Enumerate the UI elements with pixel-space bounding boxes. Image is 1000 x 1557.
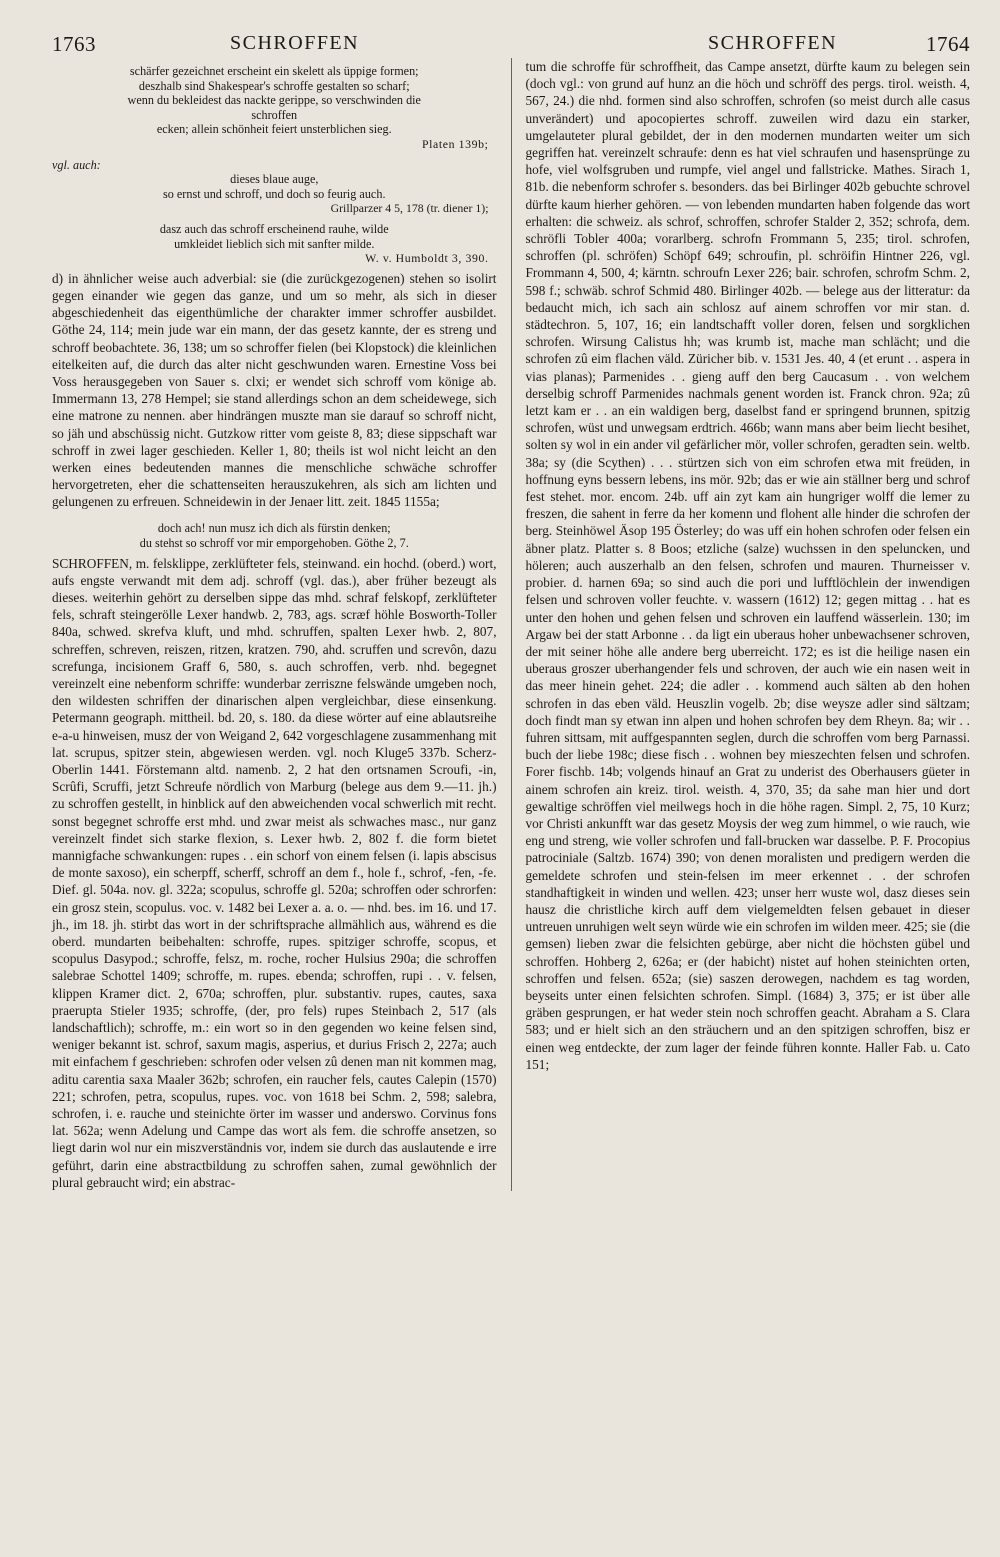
- verse-line: ecken; allein schönheit feiert unsterblichen sieg.: [156, 122, 392, 137]
- quote-intro: vgl. auch:: [52, 157, 101, 172]
- entry-continuation: tum die schroffe für schroffheit, das Campe ansetzt, dürfte kaum zu belegen sein (doch vgl.: von grund auf hunz an die höch und schröff des pergs. tirol. weisth. 4, 567, 24.) die nhd. formen sind also schroffen, schrofen (so meist durch alle casus unverändert) und apocopiertes schroff. zuweilen wird dazu ein starker, umgelauteter plural gebildet, der in den modernen mundarten weiter um sich gegriffen hat. vereinzelt schraufe: denn es hat viel schraufen und hasensprünge zu hofe, viel wolfsgruben und rumpfe, viel angel und fallstricke. Mathes. Sirach 1, 81b. die nebenform schrofer s. besonders. das bei Birlinger 402b gebuchte schrovel dürfte kaum hierher gehören. — von lebenden mundarten haben folgende das wort erhalten: die schweiz. als schrof, schroffen, schrofer Stalder 2, 352; schrofa, dem. schröfli Tobler 400a; vorarlberg. schrofn Frommann 5, 235; tirol. schrofen, schroffen (pl. schröfen) Schöpf 649; schroufin, pl. schröifin Hintner 226, vgl. Frommann 4, 500, 4; kärntn. schroufn Lexer 226; bair. schrofen, schrofm Schm. 2, 598 f.; schwäb. schrof Schmid 480. Birlinger 402b. — belege aus der litteratur: da bedaucht mich, ich sach ain schlosz auf ainem schroffen vor mir stan. d. städtechron. 5, 107, 16; ein landtschafft voller doren, felsen und sorgklichen schrofen. Wirsung Calistus hh; was krumb ist, mache man schlächt; und die schrofen zû eim flachen väld. Züricher bib. v. 1531 Jes. 40, 4 (et erunt . . aspera in vias planas); Parmenides . . gieng auff den berg Caucasum . . von welchem derselbig schroff Parmenides nachmals genent worden ist. Franck chron. 92a; zû letzt kam er . . an ein waldigen berg, daselbst fand er springend brunnen, spitzig schrofen, wüst und unwegsam erdtrich. 466b; wann mans aber beim liecht besihet, solten sy wol in ein ander vil gefärlicher mör, voller schrofen, geradten sein. weltb. 38a; sy (die Scythen) . . . stürtzen sich von eim schrofen etwa mit freüden, in hoffnung eyns bessern lebens, ins mör. 92b; das er wie ain ställner berg und schrof fest stehet. mor. encom. 24b. uff ain zyt kam ain hungriger wolff die lemer zu freszen, die sahent in ferre da her komenn und flohent alle hinder die schrofen der berg. Steinhöwel Äsop 195 Österley; do was uff ein hohen schrofen oder felsen ein äbner platz. Platter s. 8 Boos; etzliche (salze) wuchssen in den speluncken, und höleren; auch auszerhalb an den felsen, schrofen und mauren. Thurneisser v. probier. d. harnen 69a; so sind auch die pori und lufftlöchlein der inwendigen felsen und schroven voller feuchte. v. wassern (1612) 12; gegen mittag . . hat es unter den hohen und gehen felsen und schroven ein lauffend wässerlein. 130; im Argaw bei der statt Arbonne . . da ligt ein uberaus hoher unbewachsener schroven, der mit seiner höhe alle andere berg uberreicht. 172; es ist die heilige nasen ein uberaus groszer uberhangender fels und schroven, der auch wie ein nasen weit in das meer hinein gehet. 224; die adler . . kommend auch sälten ab den hohen schrofen in das eben väld. Heuszlin vogelb. 2b; dise weysze adler sind sältzam; doch findt man sy etwan inn alpen und hohen schrofen bey dem Rheyn. 8a; wir . . fuhren sittsam, mit auffgespannten seglen, durch die schroffen vom berg Parnassi. buch der liebe 198c; diese fisch . . wohnen bey mieszechten felsen und schrofen. Forer fischb. 14b; volgends hinauf an Grat zu underist des Oberhausers güeter in ainem schrofen ain kreiz. tirol. weisth. 4, 370, 35; da sahe man hier und dort gewaltige schröffen viel meilwegs hoch in die höhe ragen. Simpl. 2, 75, 10 Kurz; vor Christi ankunfft war das gesetz Moysis der weg zum himmel, o wie rauch, wie eng und streng, wie voller schrofen und fall-brucken war dasselbe. P. F. Procopius patrociniale (Saltzb. 1674) 390; von denen moralisten und predigern werden die gemeldete schrofen und stein-felsen im meer erkennet . . der schrofen standhaftigkeit in winden und wellen. 423; unser herr wuste wol, dasz dieses sein hausz die christliche kirch auff dem vielgemeldten felsen gebauet in dieser untreuen unruhigen welt seyn würde wie ein schrofen im wilden meer. 425; sie (die gemsen) lieben zwar die felsichten gebürge, aber nicht die höchsten gübel und schroffen. Hohberg 2, 626a; er (der habicht) nistet auf hohen steinichten orten, schroffen und felsen. 652a; (sie) saszen derowegen, nachdem es tag worden, beyseits unter einen felsichten schrofen. Simpl. (1684) 3, 375; er ist über alle gräben gesprungen, er hat weder stein noch schroffen geacht. Abraham a S. Clara 583; und er hielt sich an den sträuchern und an den spitzigen schroffen, bisz er einen weg entdeckte, der zum lager der feinde führen konnte. Haller Fab. u. Cato 151;: [525, 59, 971, 1072]
- verse-line: du stehst so schroff vor mir emporgehoben. Göthe 2, 7.: [139, 535, 409, 550]
- running-title-right: SCHROFFEN: [708, 32, 838, 54]
- quote-goethe: [52, 521, 497, 551]
- verse-line: so ernst und schroff, und doch so feurig auch.: [163, 186, 386, 201]
- verse-line: umkleidet lieblich sich mit sanfter milde.: [174, 236, 375, 251]
- quote-attribution: Platen 139b;: [422, 136, 489, 151]
- left-column: [52, 58, 497, 1191]
- verse-line: schärfer gezeichnet erscheint ein skelett als üppige formen;: [129, 64, 419, 78]
- quote-attribution: W. v. Humboldt 3, 390.: [365, 251, 489, 266]
- verse-line: dieses blaue auge,: [230, 172, 319, 187]
- right-column: [526, 58, 971, 1191]
- page-header: [52, 22, 970, 58]
- quote-humboldt: [52, 222, 497, 266]
- column-divider: [511, 58, 512, 1191]
- quote-attribution: Grillparzer 4 5, 178 (tr. diener 1);: [330, 201, 489, 216]
- verse-line: schroffen: [251, 107, 298, 122]
- page-number-right: 1764: [926, 32, 970, 56]
- quote-platen: [52, 64, 497, 152]
- entry-schroffen: SCHROFFEN, m. felsklippe, zerklüfteter fels, steinwand. ein hochd. (oberd.) wort, aufs engste verwandt mit dem adj. schroff (vgl. das.), aber früher bezeugt als dieses. weiterhin gehört zu derselben sippe das mhd. schraf felskopf, zerklüfteter fels, schraft steingerölle Lexer handwb. 2, 783, ags. scræf höhle Bosworth-Toller 840a, schwed. skrefva kluft, und mhd. schruffen, spalten Lexer hwb. 2, 807, schreffen, schreven, reiszen, ritzen, kratzen. 790, ahd. scruffen und screvôn, dazu screfunga, incisionem Graff 6, 580, s. auch schroffen, verb. nhd. begegnet vereinzelt eine nebenform schriffe: wunderbar zerriszne felswände umgeben noch, den wildesten schriffen der dinarischen alpen vergleichbar, diese einsenkung. Petermann geograph. mittheil. bd. 20, s. 180. da diese wörter auf eine ablautsreihe e-a-u hinweisen, musz der von Weigand 2, 642 vorgeschlagene zusammenhang mit lat. scrupus, spitzer stein, abgewiesen werden. vgl. noch Kluge5 337b. Scherz-Oberlin 1441. Förstemann altd. namenb. 2, 2 hat den ortsnamen Scroufi, -in, Scrûfi, Scruffi, jetzt Schreufe nördlich von Marburg (belege aus dem 9.—11. jh.) zu schroffen gestellt, in hinblick auf den abweichenden vocal schwerlich mit recht. sonst begegnet schroffe erst mhd. und zwar meist als schwaches masc., nur ganz vereinzelt findet sich starke flexion, s. Lexer hwb. 2, 802 f. die form bietet mannigfache schwankungen: rupes . . ein schorf von einem felsen (i. lapis abscisus de monte saxoso), ein scherpff, scherff, schroff an dem f., hole f., schrof, -fen, -fe. Dief. gl. 504a. nov. gl. 322a; scopulus, schroffe gl. 520a; schroffen oder schrorfen: ein grosz stein, scopulus. voc. v. 1482 bei Lexer a. a. o. — nhd. bes. im 16. und 17. jh., im 18. jh. stirbt das wort in der schriftsprache allmählich aus, während es die oberd. mundarten beibehalten: schroffe, rupes. spitziger schroffe, scopus, et scopulus Dasypod.; schroffe, felsz, m. roche, rocher Hulsius 290a; die schroffen salebrae Schottel 1409; schroffe, m. rupes. ebenda; schroffen, rupi . . v. felsen, klippen Kramer dict. 2, 670a; schroffen, plur. substantiv. rupes, cautes, saxa praerupta Stieler 1935; schroffe, (der, pro fels) rupes Steinbach 2, 517 (als landschaftlich); schroffe, m.: ein wort so in den gegenden wo keine felsen sind, weniger bekannt ist. schrof, saxum magis, asperius, et durius Frisch 2, 227a; auch mit einfachem f geschrieben: schrofen oder velsen zû denen man nit kommen mag, aditu carentia saxa Maaler 362b; schrofen, ein raucher fels, cautes Calepin (1570) 221; schrofen, petra, scopulus, rupes. voc. von 1618 bei Schm. 2, 598; salebra, schrofen, i. e. rauche und steinichte örter im wasser und anderswo. Corvinus fons lat. 562a; wenn Adelung und Campe das wort als fem. die schroffe ansetzen, so liegt darin wol nur ein miszverständnis vor, indem sie durch das auslautende e irre geführt, darin eine abstractbildung zu schroffen sahen, zumal gewöhnlich der plural gebraucht wird; ein abstrac-: [52, 555, 497, 1190]
- page-number-left: 1763: [52, 32, 96, 56]
- verse-line: wenn du bekleidest das nackte gerippe, so verschwinden die: [127, 93, 421, 108]
- verse-line: doch ach! nun musz ich dich als fürstin denken;: [157, 520, 391, 535]
- quote-grillparzer: [52, 158, 497, 216]
- verse-line: deszhalb sind Shakespear's schroffe gestalten so scharf;: [138, 78, 410, 93]
- verse-line: dasz auch das schroff erscheinend rauhe, wilde: [159, 221, 389, 236]
- running-title-left: SCHROFFEN: [230, 32, 360, 54]
- section-d-adverbial: d) in ähnlicher weise auch adverbial: sie (die zurückgezogenen) stehen so isolirt gegen einander wie gegen das ganze, und um so mehr, als sich in dieser abgeschiedenheit das eigenthümliche der charakter immer schroffer ausbildet. Göthe 24, 114; mein jude war ein mann, der das gesetz kannte, der es streng und schroff beobachtete. 36, 138; um so schroffer fielen (bei Klopstock) die kleinlichen eitelkeiten auf, die durch das alter nicht geschwunden waren. Ernestine Voss bei Voss herausgegeben von Sauer s. clxi; er wendet sich schroff vom könige ab. Immermann 13, 278 Hempel; sie stand allerdings schon an dem scheidewege, sich eine matrone zu nennen. aber hindrängen muszte man sie darauf so schroff nicht, so jäh und abschüssig nicht. Gutzkow ritter vom geiste 8, 83; diese sippschaft war schroff in zwei lager geschieden. Keller 1, 80; theils ist wol nicht leicht an den werken eines bedeutenden mannes die menschliche schwäche schroffer hervorgetreten, eher die schattenseiten herauszukehren, als sich am lichten und gelungenen zu erfreuen. Schneidewin in der Jenaer litt. zeit. 1845 1155a;: [52, 270, 497, 510]
- text-columns: [52, 58, 970, 1191]
